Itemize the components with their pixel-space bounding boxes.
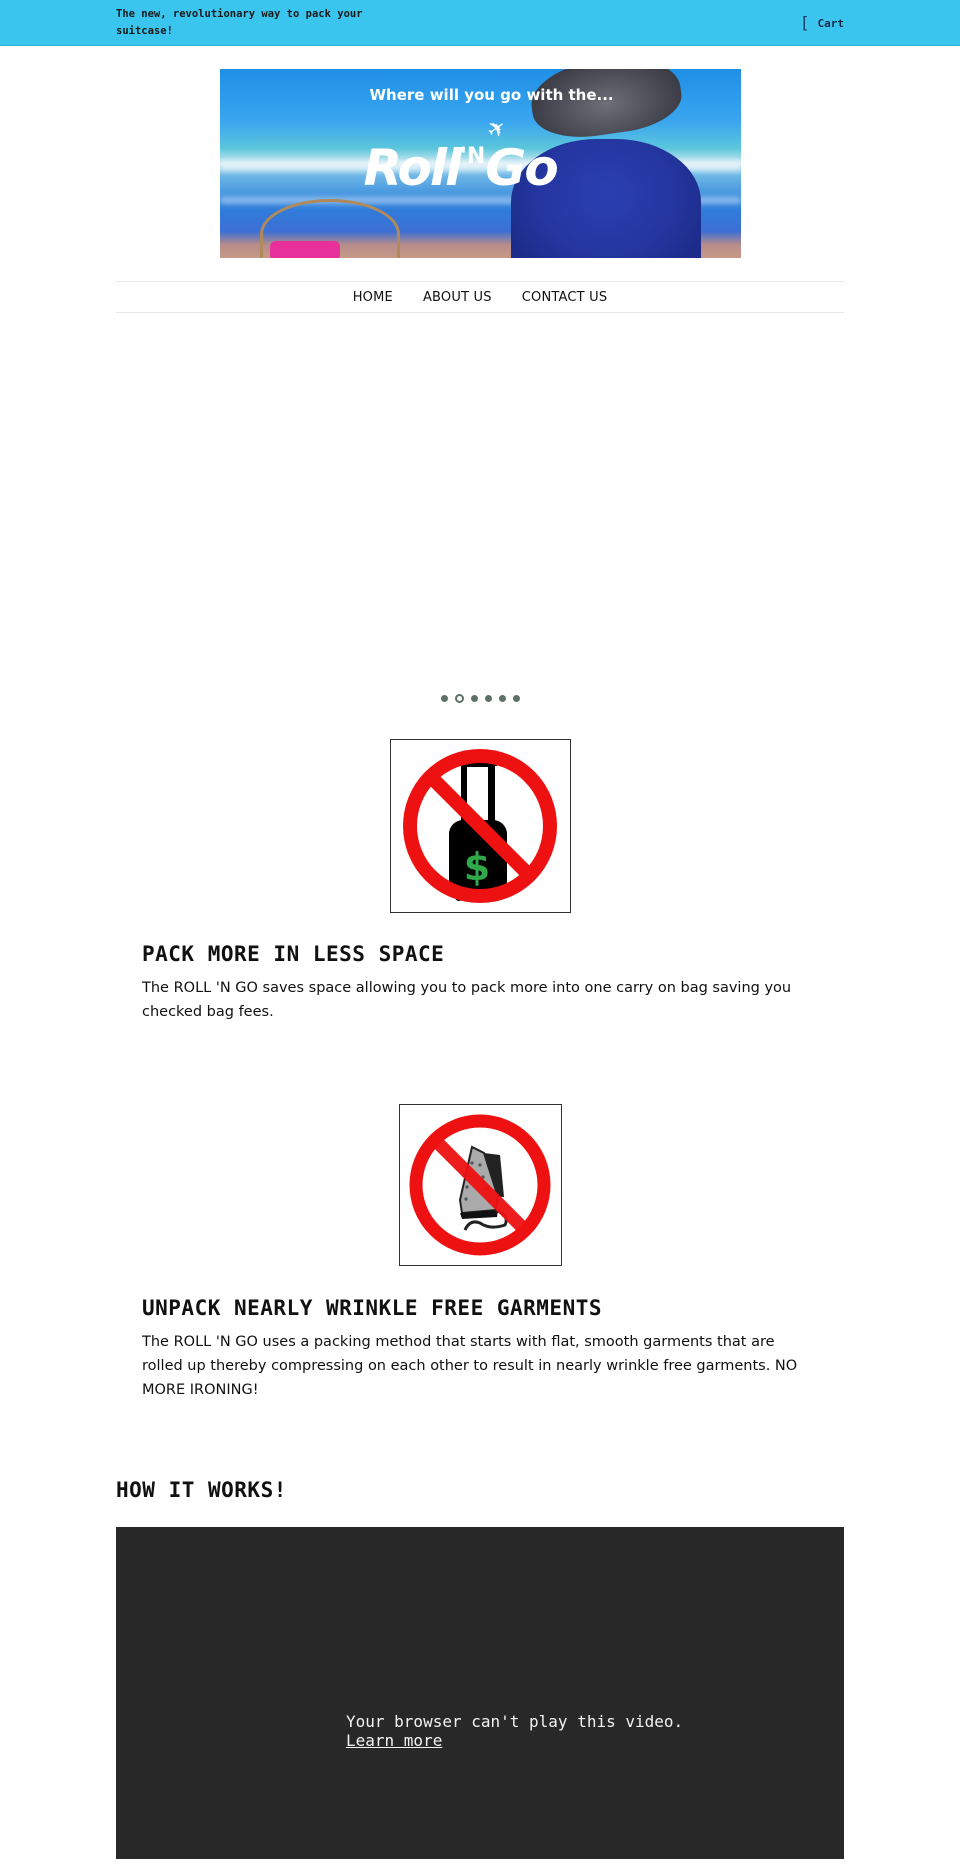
- feature-title: UNPACK NEARLY WRINKLE FREE GARMENTS: [142, 1296, 603, 1320]
- slide-dot-5[interactable]: [499, 695, 506, 702]
- banner-caption: Where will you go with the...: [369, 86, 614, 104]
- slideshow-pagination: [116, 694, 844, 703]
- main-nav: [116, 281, 844, 313]
- how-it-works-video[interactable]: [116, 1527, 844, 1859]
- logo-text-go: Go: [485, 139, 557, 197]
- slide-dot-2-active[interactable]: [455, 694, 464, 703]
- feature-wrinkle-free: [116, 1104, 844, 1402]
- plane-icon: ✈: [481, 113, 512, 146]
- nav-about-us[interactable]: ABOUT US: [422, 289, 492, 305]
- logo-text-n: 'N: [460, 144, 486, 169]
- no-luggage-fees-icon: [390, 739, 571, 913]
- cart-link[interactable]: [800, 15, 844, 31]
- nav-home[interactable]: HOME: [352, 289, 393, 305]
- feature-body: The ROLL 'N GO saves space allowing you to pack more into one carry on bag saving you checked bag fees.: [142, 980, 792, 1020]
- site-logo-banner[interactable]: [220, 69, 741, 258]
- slide-dot-1[interactable]: [441, 695, 448, 702]
- slideshow: [116, 313, 844, 703]
- learn-more-link[interactable]: Learn more: [346, 1731, 443, 1750]
- video-unsupported-message: [346, 1712, 683, 1750]
- logo-text-roll: Roll: [363, 139, 461, 197]
- tagline: The new, revolutionary way to pack your suitcase!: [116, 8, 363, 37]
- feature-pack-more: [116, 739, 844, 1024]
- hat-image: [526, 69, 685, 144]
- feature-title: PACK MORE IN LESS SPACE: [142, 942, 445, 966]
- slide-dot-6[interactable]: [513, 695, 520, 702]
- announcement-bar: [0, 0, 960, 46]
- slide-dot-4[interactable]: [485, 695, 492, 702]
- towel-image: [270, 241, 340, 258]
- cart-icon: [: [799, 13, 810, 32]
- feature-body: The ROLL 'N GO uses a packing method that starts with flat, smooth garments that are rolled up thereby compressing on each other to result in nearly wrinkle free garments. NO MORE IRONING!: [142, 1334, 798, 1398]
- video-error-text: Your browser can't play this video.: [346, 1712, 684, 1731]
- svg-text:$: $: [463, 845, 490, 889]
- slide-dot-3[interactable]: [471, 695, 478, 702]
- how-it-works-heading: HOW IT WORKS!: [116, 1478, 287, 1502]
- brand-logo: [364, 139, 557, 197]
- cart-label: Cart: [817, 16, 844, 30]
- no-ironing-icon: [399, 1104, 562, 1266]
- nav-contact-us[interactable]: CONTACT US: [521, 289, 608, 305]
